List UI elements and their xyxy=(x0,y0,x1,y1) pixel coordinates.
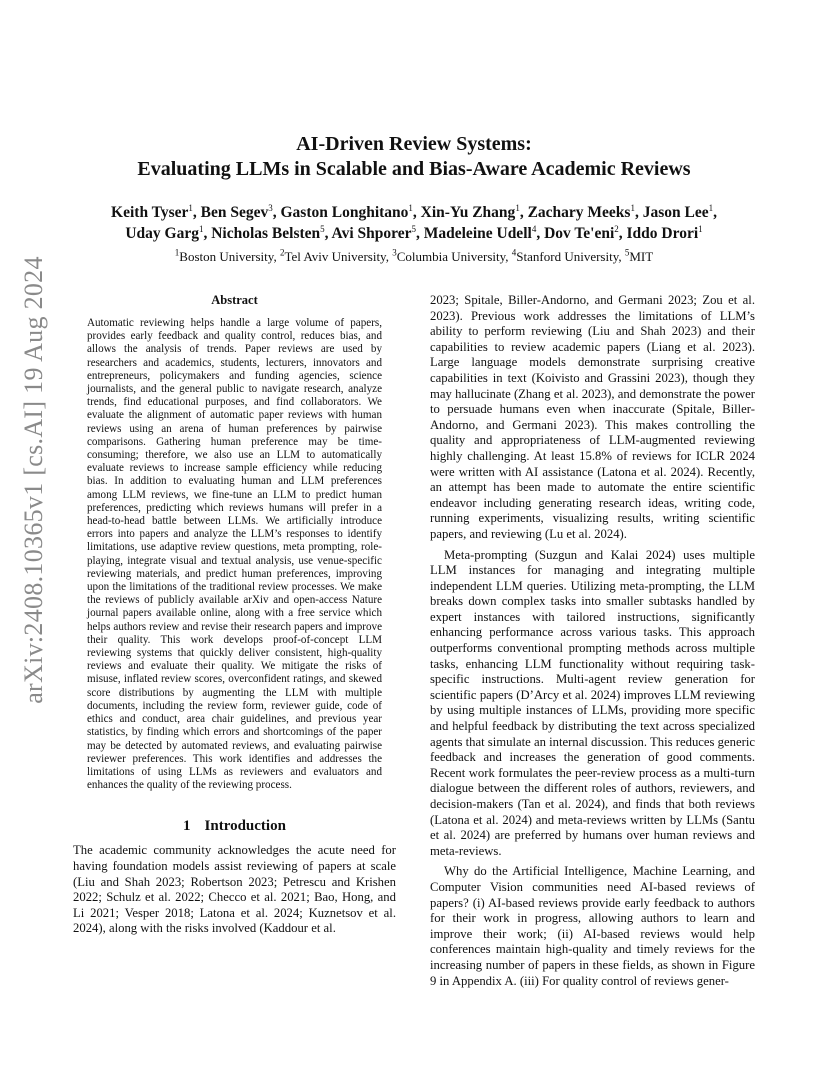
arxiv-identifier: arXiv:2408.10365v1 [cs.AI] 19 Aug 2024 xyxy=(19,256,49,704)
author: Nicholas Belsten$^5$ xyxy=(211,223,325,242)
affiliation: $^1$Boston University xyxy=(174,247,274,264)
author: Madeleine Udell$^4$ xyxy=(423,223,537,242)
affiliation: $^2$Tel Aviv University xyxy=(279,247,386,264)
affiliation-list: $^1$Boston University, $^2$Tel Aviv University, $^3$Columbia University, $^4$Stanford University, $^5$MIT xyxy=(174,247,654,264)
author: Zachary Meeks$^1$ xyxy=(527,202,635,221)
intro-paragraph-1: The academic community acknowledges the acute need for having foundation models assist reviewing of papers at scale (Liu and Shah 2023; Robertson 2023; Petrescu and Krishen 2022; Schulz et al. 2022; Checco et al. 2021; Bao, Hong, and Li 2021; Vesper 2018; Latona et al. 2024; Kuznetsov et al. 2024), along with the risks involved (Kaddour et al. xyxy=(73,843,396,936)
author-list: Keith Tyser$^1$, Ben Segev$^3$, Gaston Longhitano$^1$, Xin-Yu Zhang$^1$, Zachary Meeks$^1$, Jason Lee$^1$, Uday Garg$^1$, Nicholas Belsten$^5$, Avi Shporer$^5$, Madeleine Udell$^4$, Dov Te'eni$^2$, Iddo Drori$^1$ xyxy=(111,202,717,242)
affiliation: $^5$MIT xyxy=(624,247,654,264)
left-column xyxy=(73,293,396,937)
author: Uday Garg$^1$ xyxy=(125,223,204,242)
affiliation: $^3$Columbia University xyxy=(392,247,506,264)
title-line-1: AI-Driven Review Systems: xyxy=(296,133,532,155)
author: Gaston Longhitano$^1$ xyxy=(280,202,413,221)
right-column xyxy=(430,293,755,989)
right-paragraph-1: 2023; Spitale, Biller-Andorno, and Germani 2023; Zou et al. 2023). Previous work addresses the limitations of LLM’s ability to perform reviewing (Liu and Shah 2023) and their capabilities to review academic papers (Liang et al. 2023). Large language models demonstrate surprising creative capabilities in text (Koivisto and Grassini 2023), though they may hallucinate (Zhang et al. 2023), and demonstrate the power to persuade humans even when inaccurate (Spitale, Biller-Andorno, and Germani 2023). This makes controlling the quality and appropriateness of LLM-augmented reviewing highly challenging. At least 15.8% of reviews for ICLR 2024 were written with AI assistance (Latona et al. 2024). Recently, an attempt has been made to automate the entire scientific endeavor including generating research ideas, writing code, running experiments, visualizing results, writing scientific papers, and reviewing (Lu et al. 2024). xyxy=(430,293,755,541)
author: Ben Segev$^3$ xyxy=(200,202,273,221)
section-number: 1 xyxy=(183,818,191,835)
paper-title xyxy=(70,132,758,182)
title-block xyxy=(70,132,758,265)
affiliation: $^4$Stanford University xyxy=(511,247,619,264)
author: Iddo Drori$^1$ xyxy=(626,223,703,242)
section-heading-introduction xyxy=(73,818,396,835)
right-paragraph-3: Why do the Artificial Intelligence, Machine Learning, and Computer Vision communities need AI-based reviews of papers? (i) AI-based reviews provide early feedback to authors for their work in progress, allowing authors to learn and improve their work; (ii) AI-based reviews would help conferences maintain high-quality and timely reviews for the increasing number of papers in these fields, as shown in Figure 9 in Appendix A. (iii) For quality control of reviews gener- xyxy=(430,864,755,988)
abstract-text: Automatic reviewing helps handle a large volume of papers, provides early feedback and quality control, reduces bias, and allows the analysis of trends. Paper reviews are used by researchers and academics, students, lecturers, innovators and entrepreneurs, policymakers and funding agencies, science journalists, and the general public to navigate research, analyze trends, find educational purposes, and find collaborators. We evaluate the alignment of automatic paper reviews with human reviews using an arena of human preferences by pairwise comparisons. Gathering human preference may be time-consuming; therefore, we also use an LLM to automatically evaluate reviews to increase sample efficiency while reducing bias. In addition to evaluating human and LLM preferences among LLM reviews, we fine-tune an LLM to predict human preferences, predicting which reviews humans will prefer in a head-to-head battle between LLMs. We artificially introduce errors into papers and analyze the LLM’s responses to identify limitations, use adaptive review questions, meta prompting, role-playing, integrate visual and textual analysis, use venue-specific reviewing materials, and predict human preferences, improving upon the limitations of the traditional review processes. We make the reviews of publicly available arXiv and open-access Nature journal papers available online, along with a free service which helps authors review and revise their research papers and improve their quality. This work develops proof-of-concept LLM reviewing systems that quickly deliver consistent, high-quality reviews and evaluate their quality. We mitigate the risks of misuse, inflated review scores, overconfident ratings, and skewed score distributions by augmenting the LLM with multiple documents, including the review form, reviewer guide, code of ethics and conduct, area chair guidelines, and previous year statistics, by finding which errors and shortcomings of the paper may be detected by automated reviews, and evaluating pairwise reviewer preferences. This work identifies and addresses the limitations of using LLMs as reviewers and evaluators and enhances the quality of the reviewing process. xyxy=(87,317,382,792)
author: Xin-Yu Zhang$^1$ xyxy=(420,202,520,221)
section-title: Introduction xyxy=(204,818,286,835)
arxiv-identifier-margin xyxy=(12,256,56,704)
author: Avi Shporer$^5$ xyxy=(331,223,416,242)
author: Dov Te'eni$^2$ xyxy=(544,223,619,242)
author: Keith Tyser$^1$ xyxy=(111,202,193,221)
author: Jason Lee$^1$ xyxy=(642,202,714,221)
title-line-2: Evaluating LLMs in Scalable and Bias-Aware Academic Reviews xyxy=(137,158,691,180)
right-paragraph-2: Meta-prompting (Suzgun and Kalai 2024) uses multiple LLM instances for managing and integrating multiple independent LLM queries. Utilizing meta-prompting, the LLM breaks down complex tasks into smaller subtasks handled by expert instances with tailored instructions, significantly enhancing performance across various tasks. This approach outperforms conventional prompting methods across multiple tasks, enhancing LLM functionality without requiring task-specific instructions. Multi-agent review generation for scientific papers (D’Arcy et al. 2024) improves LLM reviewing by using multiple instances of LLMs, providing more specific and helpful feedback by distributing the text across specialized agents that simulate an internal discussion. This reduces generic feedback and increases the generation of good comments. Recent work formulates the peer-review process as a multi-turn dialogue between the different roles of authors, reviewers, and decision-makers (Tan et al. 2024), and finds that both reviews (Latona et al. 2024) and meta-reviews written by LLMs (Santu et al. 2024) are preferred by humans over human reviews and meta-reviews. xyxy=(430,547,755,858)
abstract-heading: Abstract xyxy=(211,293,258,307)
